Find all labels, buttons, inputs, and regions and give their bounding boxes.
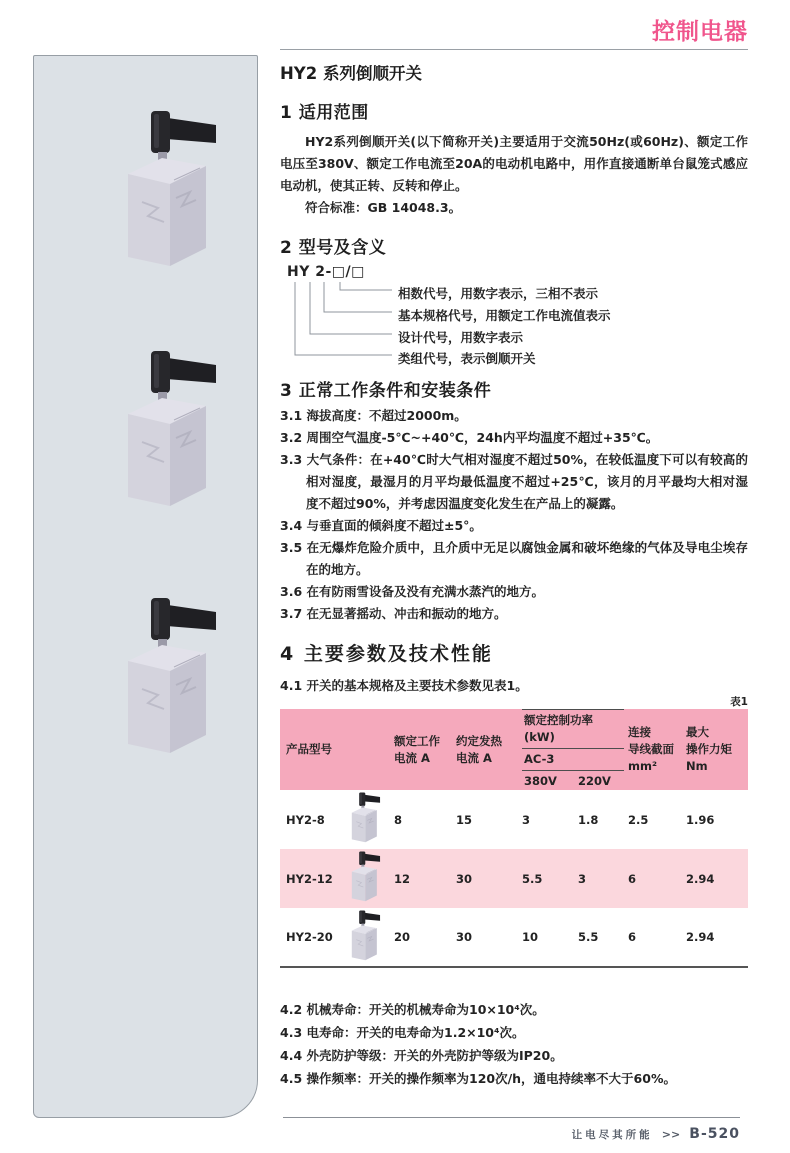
cell-power-380: 3 [522,812,531,827]
note-item: 4.4 外壳防护等级：开关的外壳防护等级为IP20。 [280,1048,563,1063]
conditions-list [280,405,748,625]
table-row [280,790,748,849]
col-header-torque-line3: Nm [686,759,708,773]
col-header-rated-current [392,709,454,790]
col-header-thermal-line2: 电流 A [456,750,492,765]
product-thumb-switch [336,849,392,908]
product-photo-switch-1 [104,94,228,284]
product-photo-switch-2 [104,334,228,524]
footer-separator: >> [661,1128,681,1141]
note-item: 4.5 操作频率：开关的操作频率为120次/h，通电持续率不大于60%。 [280,1071,676,1086]
col-header-380v: 380V [524,774,557,788]
cell-model: HY2-12 [286,871,333,886]
power-group-ac3: AC-3 [522,749,624,771]
condition-item: 3.2 周围空气温度-5℃~+40℃，24h内平均温度不超过+35℃。 [280,430,659,445]
cell-model: HY2-20 [280,908,336,967]
col-header-wire-line1: 连接 [628,725,651,739]
col-header-wire-line3: mm² [628,759,658,773]
cell-thermal-current: 30 [456,871,473,886]
cell-power-220: 1.8 [578,812,599,827]
condition-item: 3.1 海拔高度：不超过2000m。 [280,408,467,423]
page-footer [283,1117,740,1142]
cell-torque: 2.94 [686,871,715,886]
cell-wire-section: 2.5 [628,812,649,827]
spec-table-header-row [280,709,748,790]
model-label-spec: 基本规格代号，用额定工作电流值表示 [398,308,611,323]
condition-item: 3.6 在有防雨雪设备及没有充满水蒸汽的地方。 [280,584,544,599]
main-content [280,0,748,1090]
table-row [280,908,748,967]
footer-slogan: 让电尽其所能 [571,1129,653,1141]
col-header-torque-line2: 操作力矩 [686,742,732,756]
page-title: HY2 系列倒顺开关 [280,64,422,83]
condition-item: 3.7 在无显著摇动、冲击和振动的地方。 [280,606,507,621]
product-thumb-switch [336,908,392,967]
col-header-thermal-current [454,709,520,790]
col-header-220v: 220V [578,774,611,788]
section-3-heading: 3 正常工作条件和安装条件 [280,381,492,401]
model-label-design: 设计代号，用数字表示 [398,330,524,345]
cell-wire-section: 6 [628,871,637,886]
model-code: HY 2-□/□ [287,264,365,280]
sidebar-product-panel [33,55,258,1118]
condition-item: 3.3 大气条件：在+40℃时大气相对湿度不超过50%，在较低温度下可以有较高的相对湿度，最湿月的月平均最低温度不超过+25℃，该月的月平最均大相对湿度不超过90%，并考虑因温度变化发生在产品上的凝露。 [280,452,748,511]
power-group-title: 额定控制功率(kW) [522,709,624,749]
cell-wire-section: 6 [626,908,684,967]
header-divider [280,49,748,50]
section-4-heading: 4 主要参数及技术性能 [280,643,493,665]
product-photo-switch-3 [104,581,228,771]
category-title: 控制电器 [652,19,748,45]
cell-power-220: 5.5 [576,908,626,967]
model-label-class: 类组代号，表示倒顺开关 [398,351,536,366]
section-1-standard: 符合标准：GB 14048.3。 [305,200,462,215]
col-header-wire-section [626,709,684,790]
cell-power-380: 5.5 [522,871,543,886]
cell-rated-current: 20 [392,908,454,967]
section-1-heading: 1 适用范围 [280,103,369,123]
col-header-torque [684,709,748,790]
note-item: 4.2 机械寿命：开关的机械寿命为10×10⁴次。 [280,1002,545,1017]
table-row [280,849,748,908]
condition-item: 3.4 与垂直面的倾斜度不超过±5°。 [280,518,482,533]
col-header-model: 产品型号 [280,709,392,790]
cell-power-380: 10 [520,908,576,967]
cell-thermal-current: 30 [454,908,520,967]
cell-thermal-current: 15 [456,812,473,827]
cell-torque: 2.94 [684,908,748,967]
col-header-torque-line1: 最大 [686,725,709,739]
col-header-rated-line1: 额定工作 [394,733,440,748]
cell-torque: 1.96 [686,812,715,827]
notes-list [280,998,748,1090]
note-item: 4.3 电寿命：开关的电寿命为1.2×10⁴次。 [280,1025,525,1040]
cell-power-220: 3 [578,871,587,886]
power-group-voltages [522,771,624,790]
section-2-heading: 2 型号及含义 [280,238,387,258]
model-label-phase: 相数代号，用数字表示，三相不表示 [398,286,599,301]
section-1-paragraph: HY2系列倒顺开关(以下简称开关)主要适用于交流50Hz(或60Hz)、额定工作电压至380V、额定工作电流至20A的电动机电路中，用作直接通断单台鼠笼式感应电动机，使其正转、反转和停止。 [280,134,748,193]
col-header-power-group [520,709,626,790]
model-code-diagram [280,264,748,366]
spec-table [280,709,748,968]
table-tag: 表1 [730,696,748,708]
cell-rated-current: 8 [394,812,403,827]
product-thumb-switch [336,790,392,849]
col-header-thermal-line1: 约定发热 [456,733,502,748]
col-header-rated-line2: 电流 A [394,750,430,765]
col-header-wire-line2: 导线截面 [628,742,674,756]
cell-rated-current: 12 [394,871,411,886]
section-4-intro: 4.1 开关的基本规格及主要技术参数见表1。 [280,678,528,693]
condition-item: 3.5 在无爆炸危险介质中，且介质中无足以腐蚀金属和破坏绝缘的气体及导电尘埃存在的地方。 [280,540,748,577]
footer-page-number: B-520 [689,1126,740,1142]
cell-model: HY2-8 [286,812,325,827]
